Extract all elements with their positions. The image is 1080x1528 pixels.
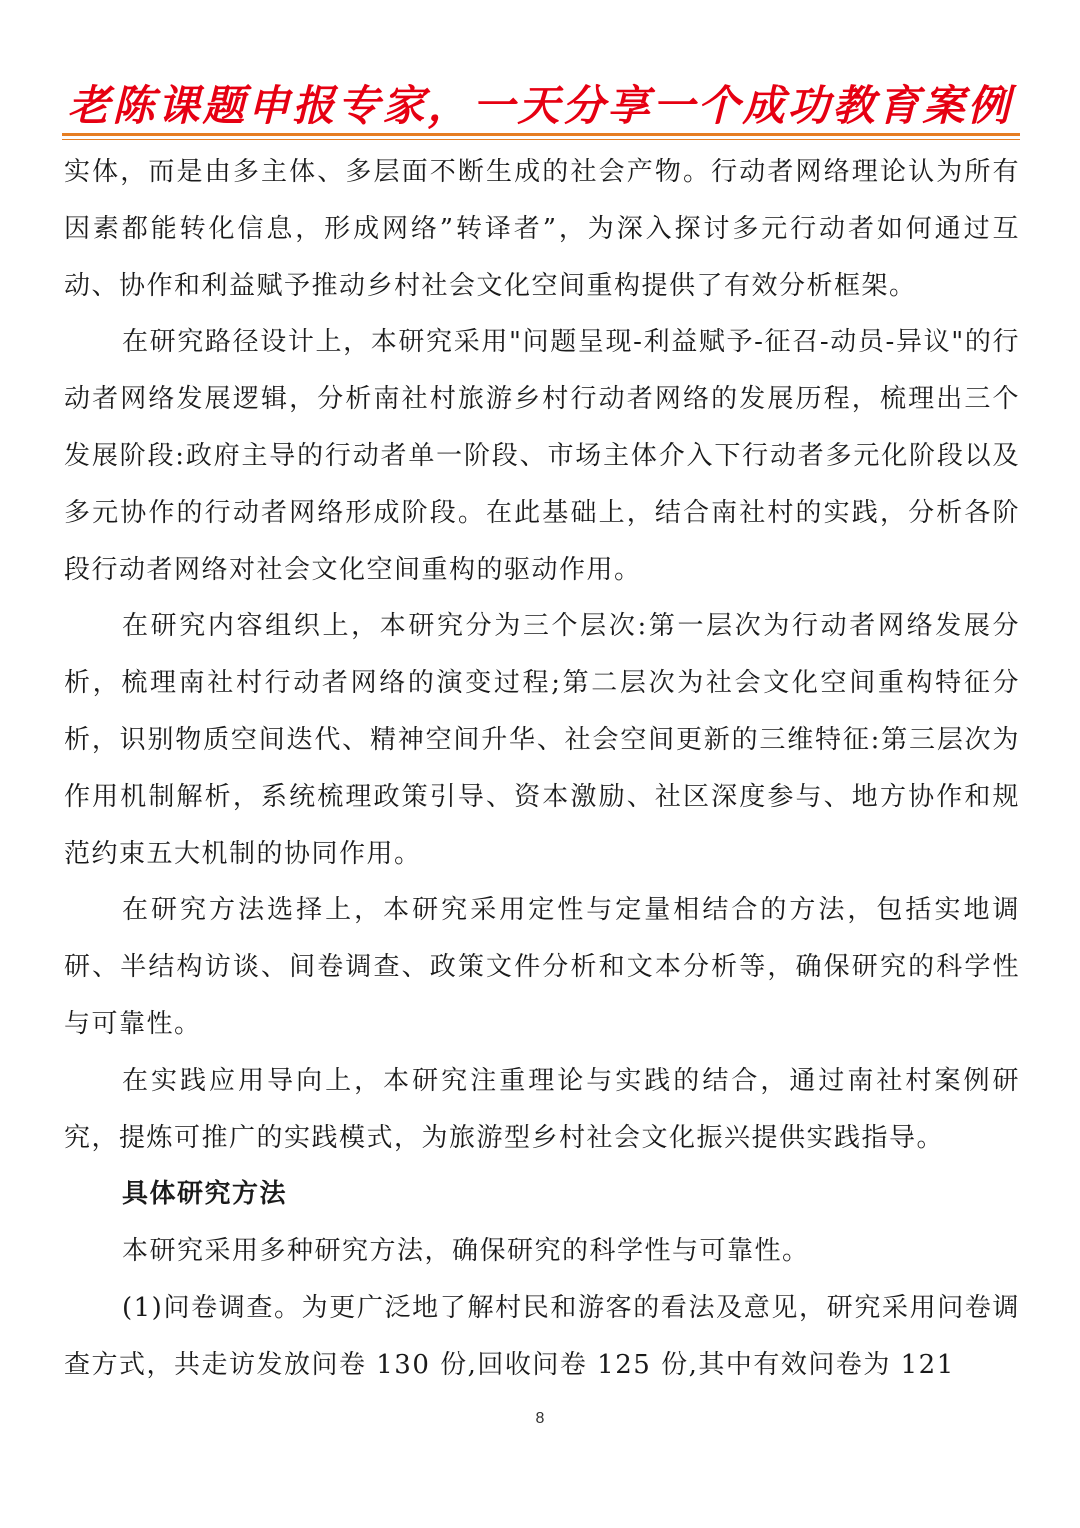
section-heading: 具体研究方法 bbox=[122, 1179, 288, 1210]
paragraph-research-path: 在研究路径设计上，本研究采用"问题呈现-利益赋予-征召-动员-异议"的行动者网络发展逻辑，分析南社村旅游乡村行动者网络的发展历程，梳理出三个发展阶段:政府主导的行动者单一阶段、市场主体介入下行动者多元化阶段以及多元协作的行动者网络形成阶段。在此基础上，结合南社村的实践，分析各阶段行动者网络对社会文化空间重构的驱动作用。 bbox=[64, 327, 1020, 585]
paragraph-research-content: 在研究内容组织上，本研究分为三个层次:第一层次为行动者网络发展分析，梳理南社村行动者网络的演变过程;第二层次为社会文化空间重构特征分析，识别物质空间迭代、精神空间升华、社会空间更新的三维特征:第三层次为作用机制解析，系统梳理政策引导、资本激励、社区深度参与、地方协作和规范约束五大机制的协同作用。 bbox=[64, 611, 1020, 869]
header-rule-thick bbox=[62, 133, 1020, 136]
paragraph-practice-application: 在实践应用导向上，本研究注重理论与实践的结合，通过南社村案例研究，提炼可推广的实践模式，为旅游型乡村社会文化振兴提供实践指导。 bbox=[64, 1065, 1020, 1153]
paragraph-methods-intro: 本研究采用多种研究方法，确保研究的科学性与可靠性。 bbox=[122, 1236, 810, 1267]
page-number: 8 bbox=[535, 1410, 545, 1427]
header-rule-thin bbox=[62, 139, 1020, 140]
paragraph-research-methods: 在研究方法选择上，本研究采用定性与定量相结合的方法，包括实地调研、半结构访谈、间卷调查、政策文件分析和文本分析等，确保研究的科学性与可靠性。 bbox=[64, 895, 1020, 1039]
document-body bbox=[64, 144, 1020, 1394]
banner-title: 老陈课题申报专家，一天分享一个成功教育案例 bbox=[67, 81, 1013, 130]
paragraph-continuation: 实体，而是由多主体、多层面不断生成的社会产物。行动者网络理论认为所有因素都能转化信息，形成网络”转译者”，为深入探讨多元行动者如何通过互动、协作和利益赋予推动乡村社会文化空间重构提供了有效分析框架。 bbox=[64, 157, 1020, 301]
paragraph-questionnaire: (1)问卷调查。为更广泛地了解村民和游客的看法及意见，研究采用问卷调查方式，共走访发放问卷 130 份,回收问卷 125 份,其中有效问卷为 121 bbox=[64, 1292, 1020, 1380]
